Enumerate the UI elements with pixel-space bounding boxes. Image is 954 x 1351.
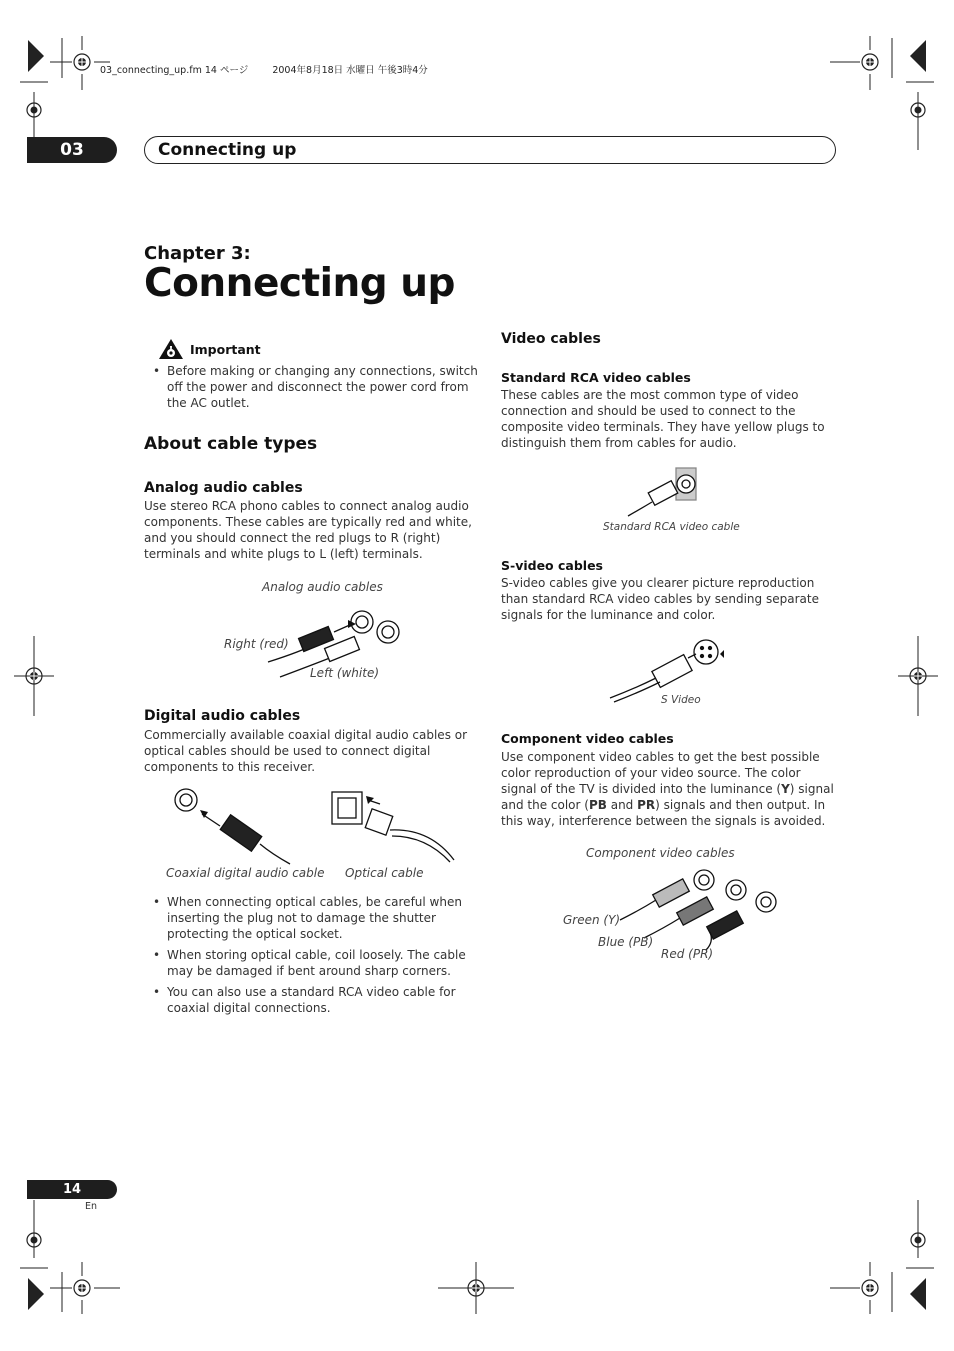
digital-text: Commercially available coaxial digital audio cables or optical cables should be used to connect digital components to this receiver. — [144, 728, 468, 774]
digital-notes-list — [144, 894, 474, 1021]
analog-text: Use stereo RCA phono cables to connect analog audio components. These cables are typically red and white, and you should connect the red plugs to R (right) terminals and white plugs to L (left) terminals. — [144, 499, 472, 561]
file-timestamp: 2004年8月18日 水曜日 午後3時4分 — [272, 65, 428, 76]
optical-cable-illustration — [330, 790, 460, 864]
svideo-text: S-video cables give you clearer picture reproduction than standard RCA video cables by sending separate signals for the luminance and color. — [501, 576, 819, 622]
page-number-tab: 14 — [27, 1180, 117, 1199]
list-item: • Before making or changing any connections, switch off the power and disconnect the power cord from the AC outlet. — [144, 363, 480, 411]
label-green: Green (Y) — [563, 913, 621, 927]
page-title: Connecting up — [144, 261, 455, 306]
svideo-cable-illustration — [606, 632, 730, 702]
warning-icon — [158, 338, 184, 360]
svideo-caption: S Video — [661, 694, 701, 706]
chapter-label: Chapter 3: — [144, 243, 251, 264]
analog-heading: Analog audio cables — [144, 480, 303, 496]
component-heading: Component video cables — [501, 731, 674, 746]
label-left-white: Left (white) — [310, 666, 380, 680]
about-cable-types-heading: About cable types — [144, 434, 318, 454]
video-cables-heading: Video cables — [501, 331, 601, 347]
important-list — [144, 363, 480, 416]
svideo-heading: S-video cables — [501, 558, 603, 573]
important-label: Important — [190, 342, 261, 357]
chapter-number-tab: 03 — [27, 137, 117, 163]
label-optical: Optical cable — [345, 866, 424, 880]
rca-video-heading: Standard RCA video cables — [501, 370, 691, 385]
file-info-header — [100, 62, 428, 76]
label-blue: Blue (PB) — [598, 935, 654, 949]
list-item: • When storing optical cable, coil loosely. The cable may be damaged if bent around sharp corners. — [144, 947, 474, 979]
coaxial-cable-illustration — [172, 786, 292, 866]
label-red: Red (PR) — [661, 947, 714, 961]
label-right-red: Right (red) — [224, 637, 289, 651]
list-item: • You can also use a standard RCA video cable for coaxial digital connections. — [144, 984, 474, 1016]
component-text: Use component video cables to get the best possible color reproduction of your video source. The color signal of the TV is divided into the luminance (Y) signal and the color (PB and PR) signals and then output. In this way, interference between the signals is avoided. — [501, 750, 834, 828]
rca-video-text: These cables are the most common type of video connection and should be used to connect to the composite video terminals. They have yellow plugs to distinguish them from cables for audio. — [501, 388, 825, 450]
file-name: 03_connecting_up.fm — [100, 65, 202, 76]
component-figure-title: Component video cables — [586, 846, 735, 860]
list-item: • When connecting optical cables, be careful when inserting the plug not to damage the shutter protecting the optical socket. — [144, 894, 474, 942]
file-page-label: 14 ページ — [204, 65, 249, 76]
digital-heading: Digital audio cables — [144, 708, 301, 724]
analog-figure-title: Analog audio cables — [262, 580, 383, 594]
language-code: En — [85, 1201, 98, 1212]
rca-video-caption: Standard RCA video cable — [603, 521, 740, 533]
rca-video-cable-illustration — [624, 464, 704, 520]
label-coaxial: Coaxial digital audio cable — [166, 866, 325, 880]
chapter-bar-title: Connecting up — [158, 140, 297, 160]
